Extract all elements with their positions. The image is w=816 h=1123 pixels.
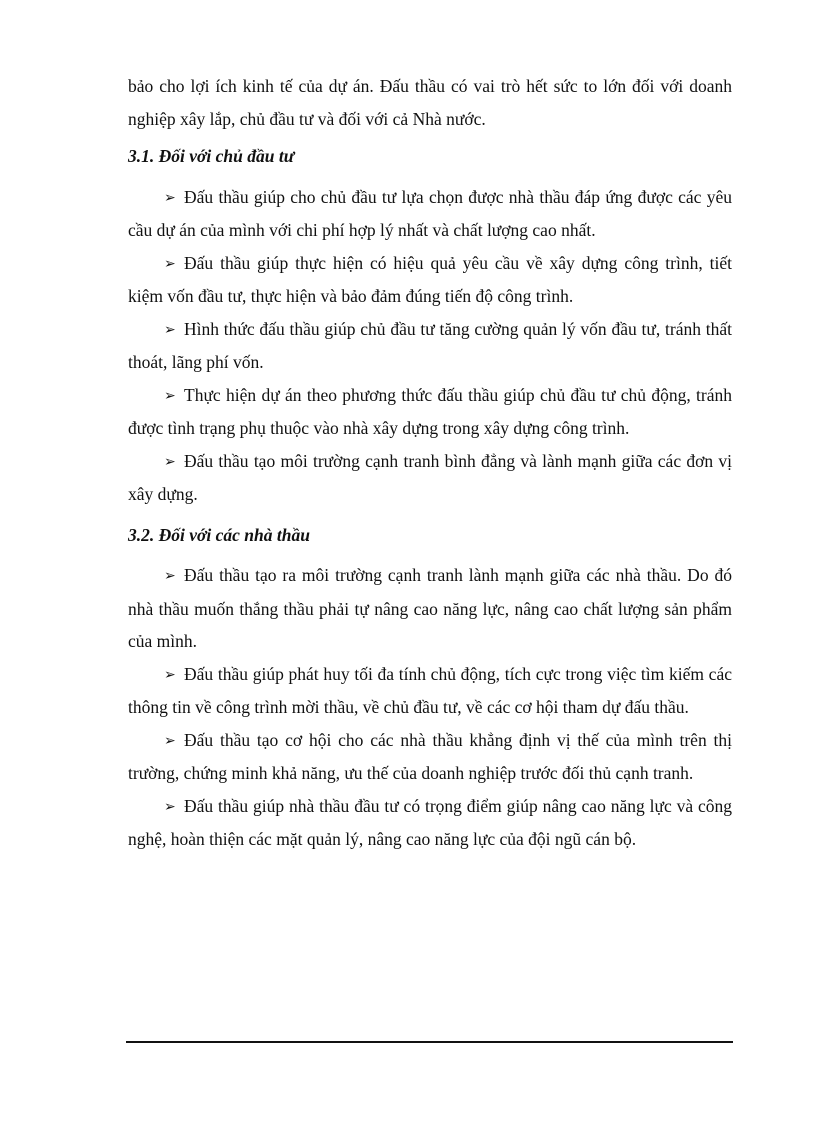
arrow-bullet-icon: ➢: [164, 321, 176, 338]
bullet-paragraph: [128, 313, 732, 379]
bullet-text: Thực hiện dự án theo phương thức đấu thầu giúp chủ đầu tư chủ động, tránh được tình trạng phụ thuộc vào nhà xây dựng trong xây dựng công trình.: [128, 384, 732, 438]
arrow-bullet-icon: ➢: [164, 453, 176, 470]
footer-divider: [126, 1041, 733, 1043]
bullet-text: Đấu thầu giúp nhà thầu đầu tư có trọng điểm giúp nâng cao năng lực và công nghệ, hoàn thiện các mặt quản lý, nâng cao năng lực của đội ngũ cán bộ.: [128, 795, 732, 849]
bullet-paragraph: [128, 790, 732, 856]
section-heading-chu-dau-tu: 3.1. Đối với chủ đầu tư: [128, 146, 295, 166]
bullet-text: Đấu thầu giúp cho chủ đầu tư lựa chọn được nhà thầu đáp ứng được các yêu cầu dự án của mình với chi phí hợp lý nhất và chất lượng cao nhất.: [128, 186, 732, 240]
section-heading-nha-thau: 3.2. Đối với các nhà thầu: [128, 524, 310, 545]
bullet-text: Đấu thầu giúp phát huy tối đa tính chủ động, tích cực trong việc tìm kiếm các thông tin về công trình mời thầu, về chủ đầu tư, về các cơ hội tham dự đấu thầu.: [128, 663, 732, 717]
intro-paragraph: bảo cho lợi ích kinh tế của dự án. Đấu thầu có vai trò hết sức to lớn đối với doanh nghiệp xây lắp, chủ đầu tư và đối với cả Nhà nước.: [128, 76, 732, 129]
bullet-text: Đấu thầu tạo môi trường cạnh tranh bình đẳng và lành mạnh giữa các đơn vị xây dựng.: [128, 450, 732, 504]
document-page: [128, 70, 732, 856]
bullet-text: Hình thức đấu thầu giúp chủ đầu tư tăng cường quản lý vốn đầu tư, tránh thất thoát, lãng phí vốn.: [128, 318, 732, 372]
bullet-paragraph: [128, 445, 732, 511]
arrow-bullet-icon: ➢: [164, 732, 176, 749]
bullet-text: Đấu thầu giúp thực hiện có hiệu quả yêu cầu về xây dựng công trình, tiết kiệm vốn đầu tư, thực hiện và bảo đảm đúng tiến độ công trình.: [128, 252, 732, 306]
bullet-text: Đấu thầu tạo ra môi trường cạnh tranh lành mạnh giữa các nhà thầu. Do đó nhà thầu muốn thắng thầu phải tự nâng cao năng lực, nâng cao chất lượng sản phẩm của mình.: [128, 565, 732, 651]
bullet-paragraph: [128, 247, 732, 313]
bullet-paragraph: [128, 724, 732, 790]
arrow-bullet-icon: ➢: [164, 189, 176, 206]
arrow-bullet-icon: ➢: [164, 666, 176, 683]
arrow-bullet-icon: ➢: [164, 798, 176, 815]
arrow-bullet-icon: ➢: [164, 387, 176, 404]
arrow-bullet-icon: ➢: [164, 255, 176, 272]
bullet-paragraph: [128, 181, 732, 247]
arrow-bullet-icon: ➢: [164, 568, 176, 584]
bullet-text: Đấu thầu tạo cơ hội cho các nhà thầu khẳng định vị thế của mình trên thị trường, chứng minh khả năng, ưu thế của doanh nghiệp trước đối thủ cạnh tranh.: [128, 729, 732, 783]
bullet-paragraph: [128, 559, 732, 658]
bullet-paragraph: [128, 379, 732, 445]
bullet-paragraph: [128, 658, 732, 724]
